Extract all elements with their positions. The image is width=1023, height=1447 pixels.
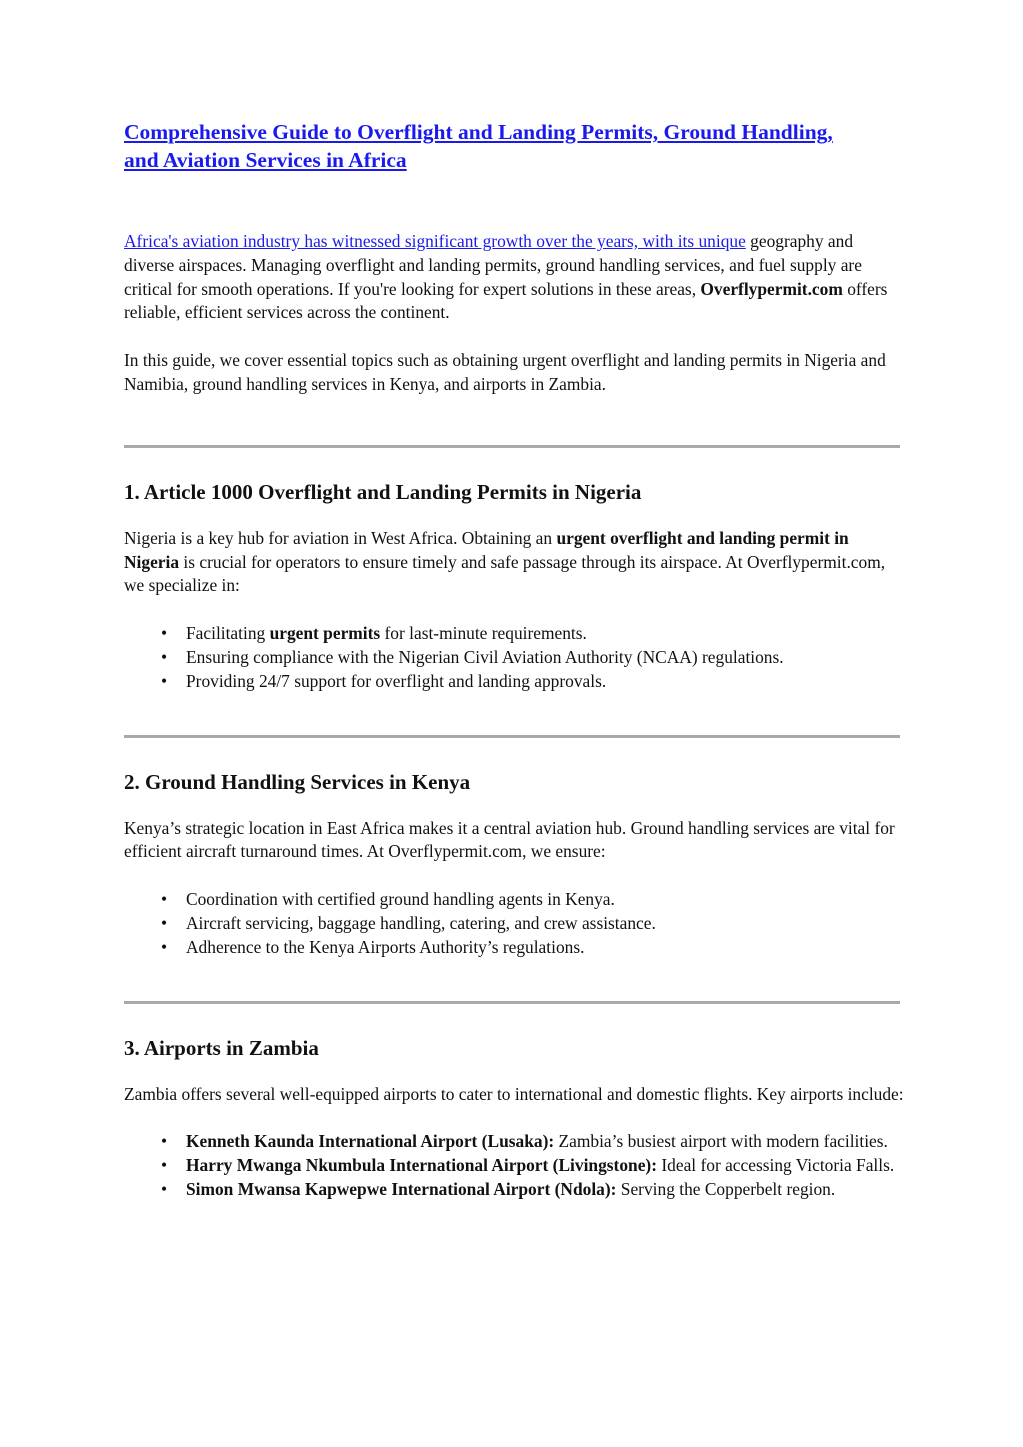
list-item	[124, 670, 904, 694]
item-text: Coordination with certified ground handling agents in Kenya.	[186, 889, 615, 910]
section-1-bold: urgent overflight and landing permit in Nigeria	[124, 527, 849, 572]
section-1-text-2: is crucial for operators to ensure timely and safe passage through its airspace. At Overflypermit.com, we specialize in:	[124, 551, 886, 596]
airport-name: Kenneth Kaunda International Airport (Lusaka):	[186, 1131, 555, 1152]
intro-paragraph-2: In this guide, we cover essential topics such as obtaining urgent overflight and landing permits in Nigeria and Namibia, ground handling services in Kenya, and airports in Zambia.	[124, 350, 886, 394]
list-item	[124, 1178, 904, 1202]
list-item	[124, 1130, 904, 1154]
list-item	[124, 1154, 904, 1178]
bullet-icon: •	[160, 1178, 168, 1199]
section-2-heading: 2. Ground Handling Services in Kenya	[124, 769, 471, 794]
title-line-1: Comprehensive Guide to Overflight and Landing Permits, Ground Handling,	[124, 120, 833, 144]
section-1-list	[124, 622, 904, 693]
section-3-heading: 3. Airports in Zambia	[124, 1035, 319, 1060]
section-2-paragraph: Kenya’s strategic location in East Africa makes it a central aviation hub. Ground handling services are vital for efficient aircraft turnaround times. At Overflypermit.com, we ensure:	[124, 817, 895, 862]
item-text: Providing 24/7 support for overflight and landing approvals.	[186, 670, 607, 691]
list-item	[124, 936, 904, 960]
bullet-icon: •	[160, 1131, 168, 1152]
item-text: Adherence to the Kenya Airports Authority’s regulations.	[186, 936, 585, 957]
airport-desc: Ideal for accessing Victoria Falls.	[657, 1155, 895, 1176]
intro-text-1: geography and diverse airspaces. Managing overflight and landing permits, ground handling services, and fuel supply are critical for smooth operations. If you're looking for expert solutions in these areas,	[124, 231, 862, 299]
intro-link[interactable]: Africa's aviation industry has witnessed significant growth over the years, with its unique	[124, 231, 746, 251]
section-3-list	[124, 1130, 904, 1201]
bullet-icon: •	[160, 646, 168, 667]
bullet-icon: •	[160, 936, 168, 957]
intro-text-2: offers reliable, efficient services across the continent.	[124, 278, 888, 323]
item-bold: urgent permits	[269, 623, 381, 644]
item-text: Ensuring compliance with the Nigerian Civil Aviation Authority (NCAA) regulations.	[186, 646, 784, 667]
item-text-post: for last-minute requirements.	[380, 623, 587, 644]
document-content	[124, 118, 904, 1202]
item-text: Aircraft servicing, baggage handling, catering, and crew assistance.	[186, 912, 656, 933]
item-text: Facilitating	[186, 623, 270, 644]
list-item	[124, 912, 904, 936]
section-divider-1	[124, 445, 900, 448]
airport-desc: Zambia’s busiest airport with modern facilities.	[554, 1131, 888, 1152]
title-link[interactable]	[124, 120, 833, 172]
section-1-heading: 1. Article 1000 Overflight and Landing Permits in Nigeria	[124, 479, 642, 504]
title-line-2: and Aviation Services in Africa	[124, 148, 407, 172]
bullet-icon: •	[160, 912, 168, 933]
section-2-list	[124, 888, 904, 959]
bullet-icon: •	[160, 1155, 168, 1176]
airport-name: Simon Mwansa Kapwepwe International Airport (Ndola):	[186, 1178, 617, 1199]
bullet-icon: •	[160, 623, 168, 644]
bullet-icon: •	[160, 889, 168, 910]
list-item	[124, 622, 904, 646]
intro-brand: Overflypermit.com	[700, 278, 843, 299]
list-item	[124, 646, 904, 670]
section-1-text-1: Nigeria is a key hub for aviation in West Africa. Obtaining an	[124, 527, 557, 548]
page-title	[124, 118, 904, 174]
section-1-paragraph	[124, 527, 904, 598]
section-divider-2	[124, 735, 900, 738]
airport-desc: Serving the Copperbelt region.	[616, 1178, 836, 1199]
airport-name: Harry Mwanga Nkumbula International Airport (Livingstone):	[186, 1155, 658, 1176]
section-3-paragraph: Zambia offers several well-equipped airports to cater to international and domestic flights. Key airports include:	[124, 1083, 904, 1104]
bullet-icon: •	[160, 670, 168, 691]
intro-paragraph	[124, 230, 904, 325]
section-divider-3	[124, 1001, 900, 1004]
list-item	[124, 888, 904, 912]
